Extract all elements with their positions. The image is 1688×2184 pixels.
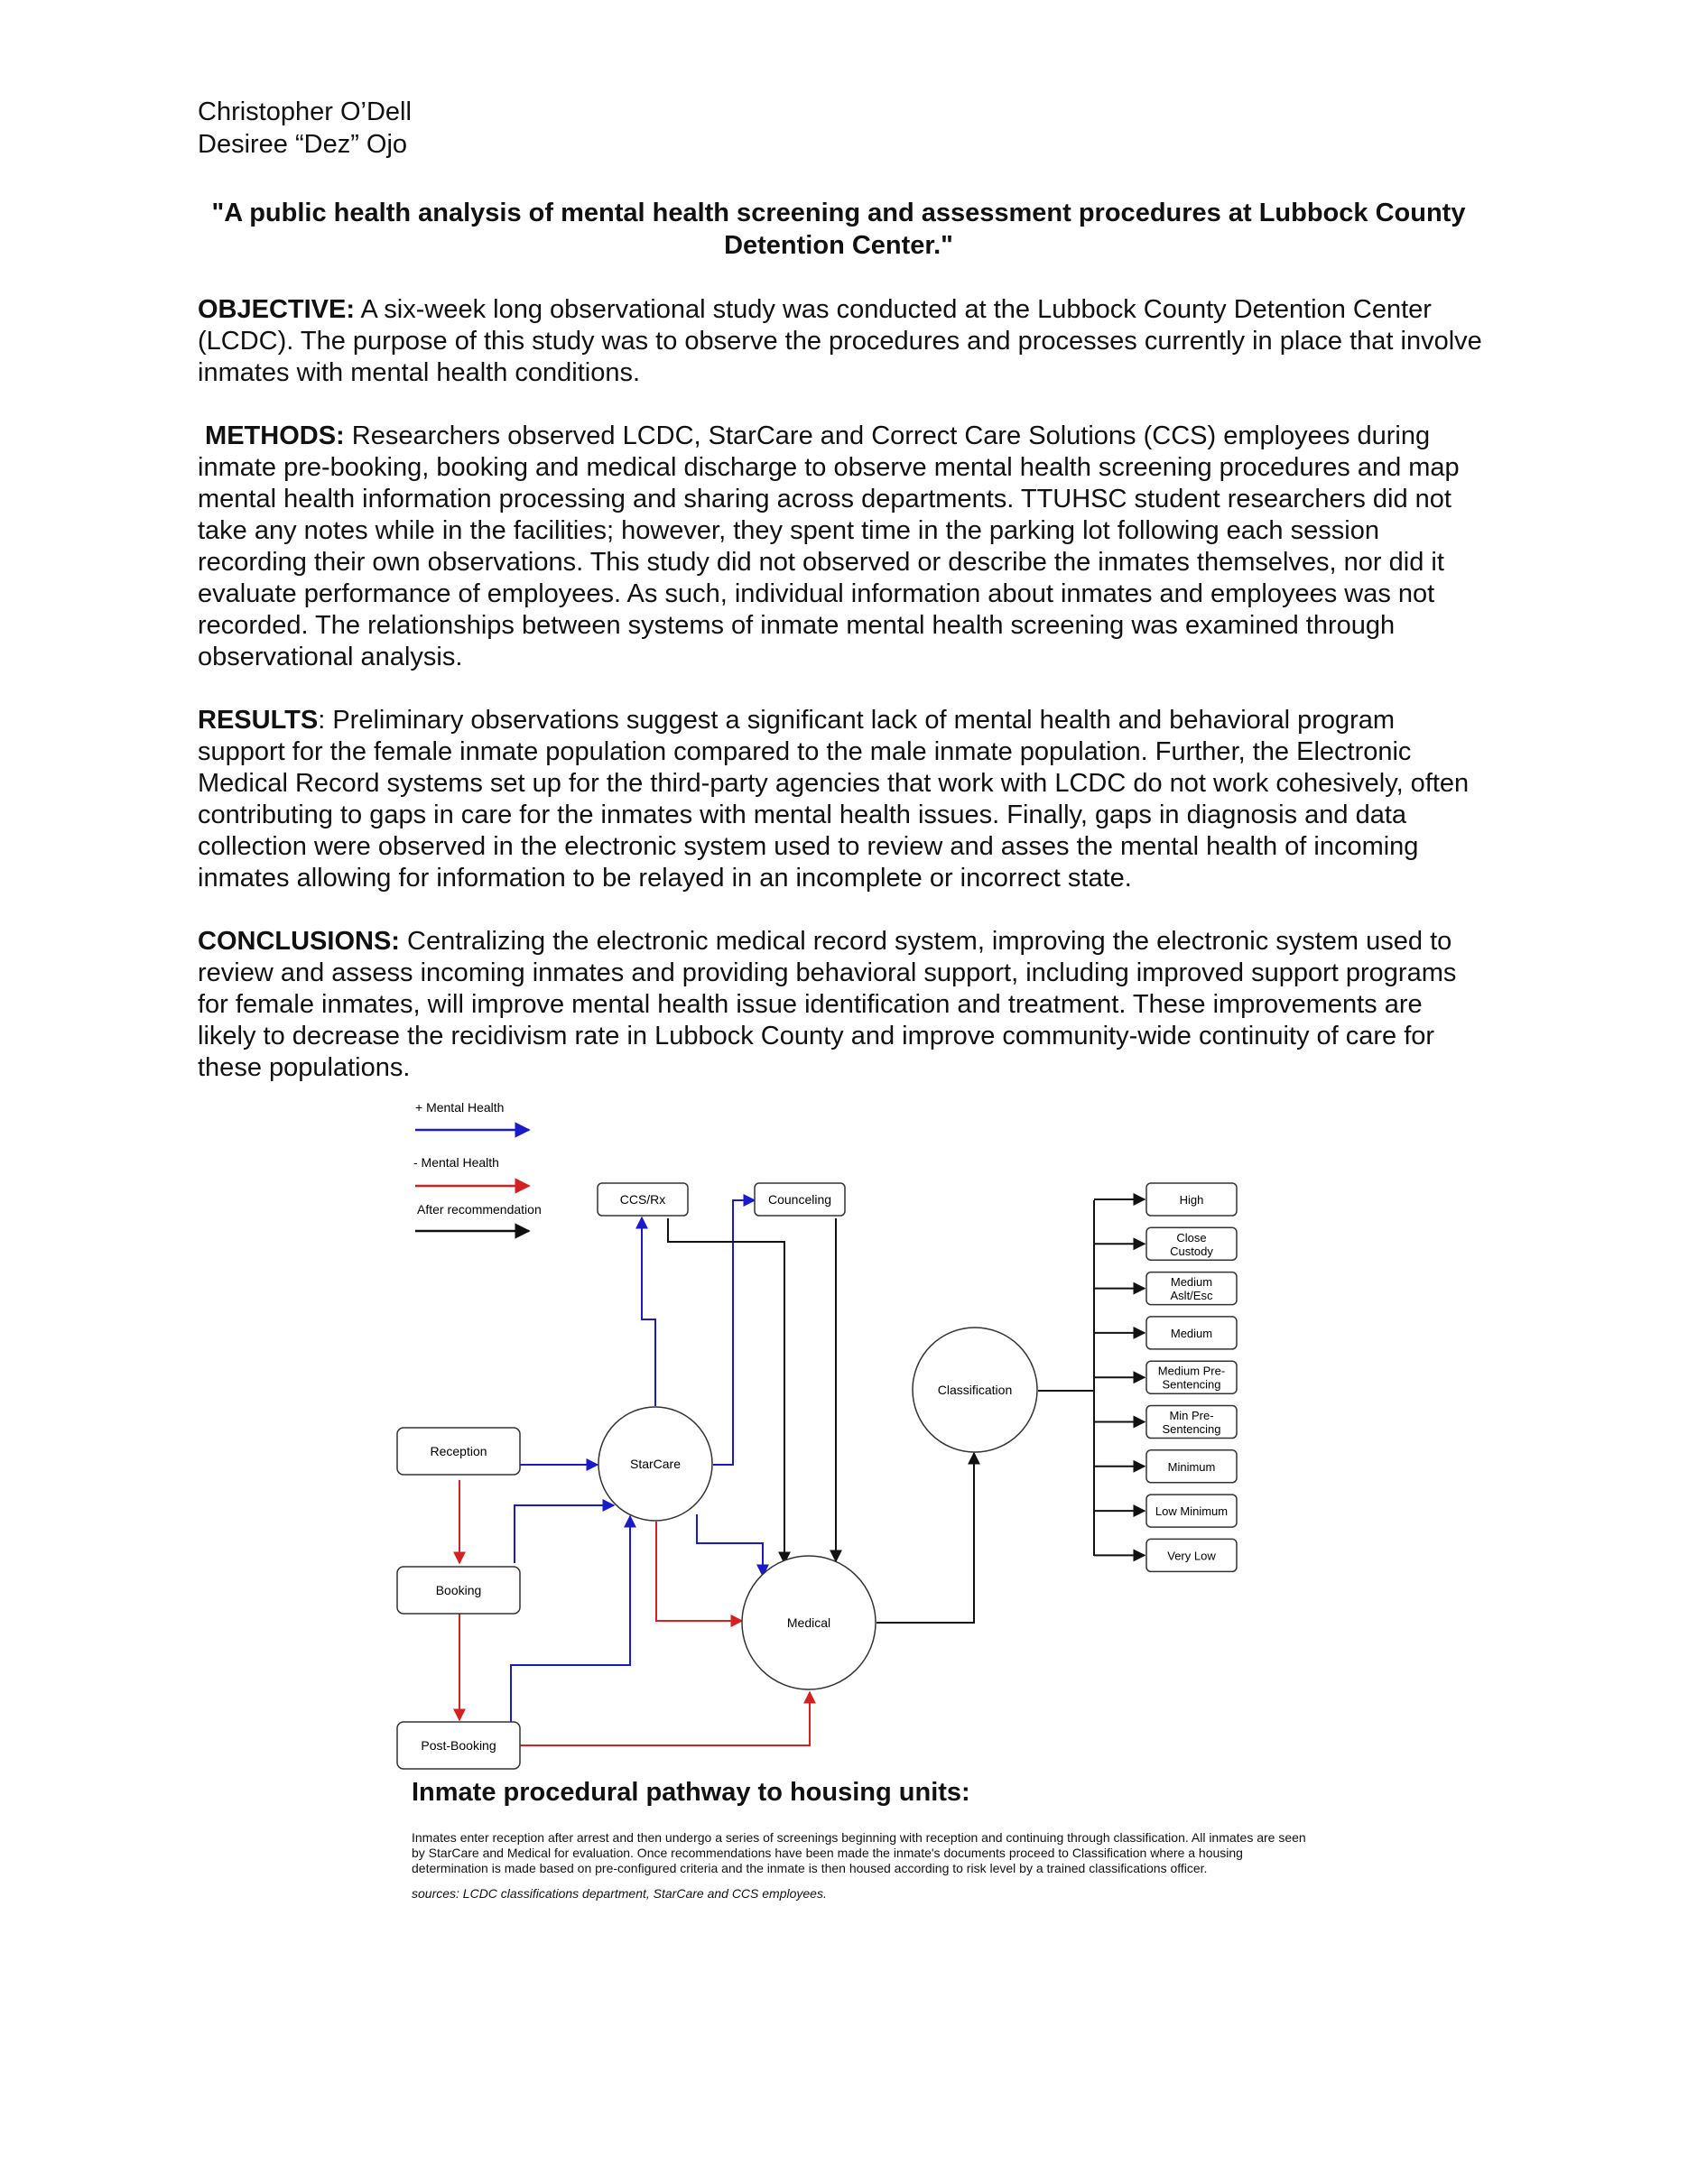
counceling-label: Counceling <box>767 1192 832 1207</box>
starcare-label: StarCare <box>629 1457 682 1471</box>
postbooking-to-starcare-arrow <box>511 1516 630 1722</box>
housing-level-label: High <box>1179 1193 1204 1207</box>
housing-level-label: Medium Pre-Sentencing <box>1157 1364 1226 1392</box>
post-booking-label: Post-Booking <box>421 1738 496 1753</box>
conclusions-label: CONCLUSIONS: <box>198 927 400 956</box>
author-name: Desiree “Dez” Ojo <box>198 130 408 159</box>
level-arrows <box>1094 1199 1145 1555</box>
housing-level-label: Medium <box>1170 1326 1213 1340</box>
starcare-to-ccsrx-arrow <box>642 1217 655 1406</box>
results-text: : Preliminary observations suggest a significant lack of mental health and behavioral program support for the female inmate population compared to the male inmate population. Further, the Electronic Medical Record systems set up for the third-party agencies that work with LCDC do not work cohesively, often contributing to gaps in care for the inmates with mental health issues. Finally, gaps in diagnosis and data collection were observed in the electronic system used to review and asses the mental health of incoming inmates allowing for information to be relayed in an incomplete or incorrect state. <box>198 706 1470 893</box>
objective-label: OBJECTIVE: <box>198 295 356 324</box>
starcare-to-medical-red-arrow <box>656 1522 742 1621</box>
legend-after-label: After recommendation <box>417 1202 542 1217</box>
housing-level-label: Minimum <box>1167 1459 1216 1474</box>
housing-level-label: Medium Aslt/Esc <box>1170 1275 1213 1303</box>
conclusions-text: Centralizing the electronic medical record system, improving the electronic system used to review and assess incoming inmates and providing behavioral support, including improved support programs for female inmates, will improve mental health issue identification and treatment. These improvements are likely to decrease the recidivism rate in Lubbock County and improve community-wide continuity of care for these populations. <box>198 927 1457 1082</box>
results-label: RESULTS <box>198 706 319 735</box>
figure-source: sources: LCDC classifications department, StarCare and CCS employees. <box>412 1886 827 1901</box>
housing-levels <box>1146 1183 1237 1571</box>
author-name: Christopher O’Dell <box>198 97 412 126</box>
booking-label: Booking <box>435 1583 482 1597</box>
black-connectors <box>668 1199 1145 1623</box>
starcare-to-medical-arrow <box>697 1514 763 1576</box>
figure-caption: Inmates enter reception after arrest and then undergo a series of screenings beginning with reception and continuing through classification. All inmates are seen by StarCare and Medical for evaluation. Once recommendations have been made the inmate's documents proceed to Classification where a housing determination is made based on pre-configured criteria and the inmate is then housed according to risk level by a trained classifications officer. <box>412 1830 1306 1875</box>
housing-level-label: Min Pre-Sentencing <box>1162 1409 1221 1436</box>
ccsrx-label: CCS/Rx <box>619 1192 666 1207</box>
legend-positive-label: + Mental Health <box>415 1100 505 1115</box>
housing-level-label: Low Minimum <box>1155 1504 1229 1519</box>
postbooking-to-medical-arrow <box>520 1692 810 1745</box>
legend <box>413 1100 542 1231</box>
classification-label: Classification <box>937 1383 1013 1397</box>
starcare-to-counceling-arrow <box>713 1200 755 1465</box>
booking-to-starcare-arrow <box>515 1505 614 1563</box>
medical-to-classification-arrow <box>876 1453 974 1623</box>
figure-title: Inmate procedural pathway to housing units: <box>412 1778 970 1807</box>
housing-level-label: Close Custody <box>1170 1230 1213 1258</box>
paper-title: "A public health analysis of mental health screening and assessment procedures at Lubbock County Detention Center." <box>211 199 1466 260</box>
legend-negative-label: - Mental Health <box>413 1155 499 1170</box>
housing-level-label: Very Low <box>1167 1549 1216 1563</box>
objective-text: A six-week long observational study was conducted at the Lubbock County Detention Center (LCDC). The purpose of this study was to observe the procedures and processes currently in place that involve inmates with mental health conditions. <box>198 295 1482 387</box>
diagram-nodes <box>397 1183 1237 1769</box>
methods-label: METHODS: <box>198 421 345 450</box>
reception-label: Reception <box>430 1444 487 1458</box>
medical-label: Medical <box>786 1615 831 1630</box>
methods-text: Researchers observed LCDC, StarCare and Correct Care Solutions (CCS) employees during inmate pre-booking, booking and medical discharge to observe mental health screening procedures and map mental health information processing and sharing across departments. TTUHSC student researchers did not take any notes while in the facilities; however, they spent time in the parking lot following each session recording their own observations. This study did not observed or describe the inmates themselves, nor did it evaluate performance of employees. As such, individual information about inmates and employees was not recorded. The relationships between systems of inmate mental health screening was examined through observational analysis. <box>198 421 1460 671</box>
